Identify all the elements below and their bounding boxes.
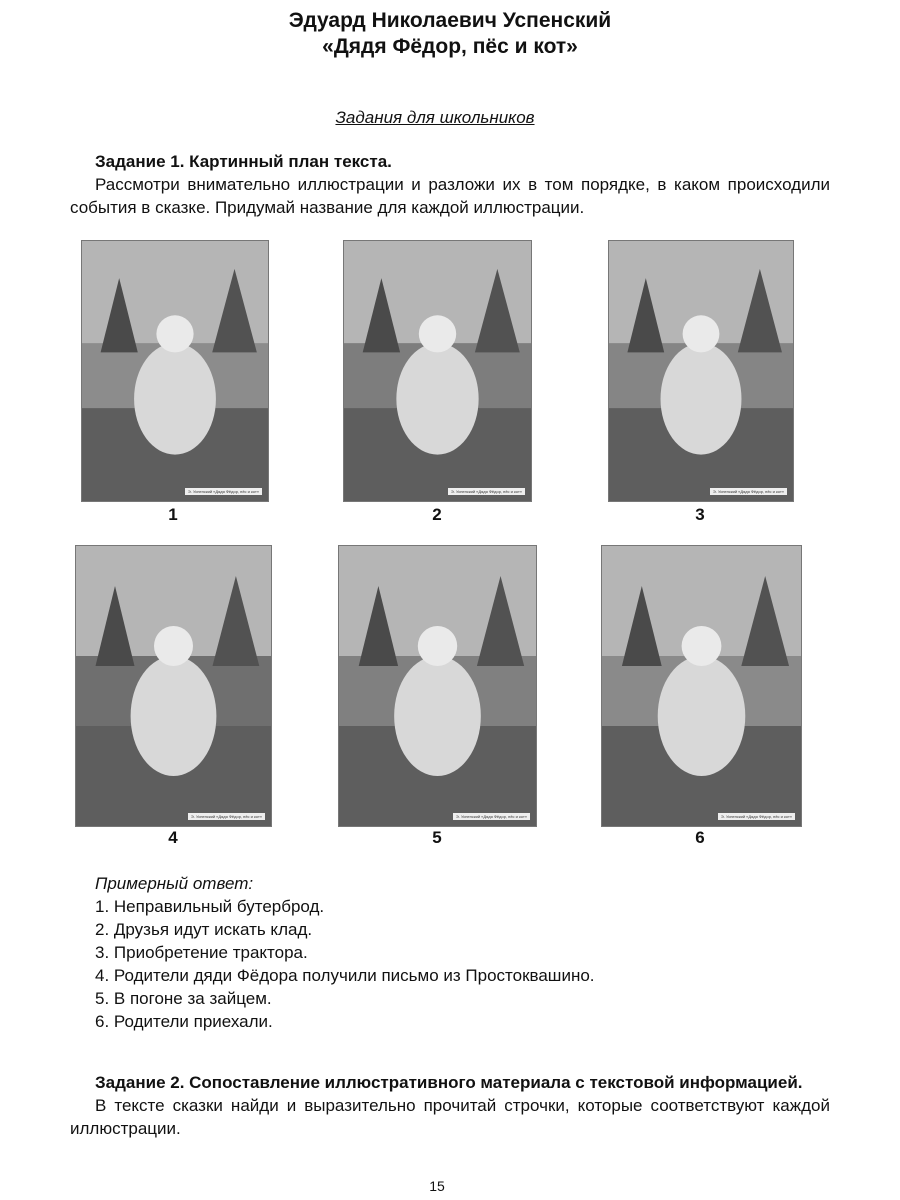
illustration-number: 2 (432, 505, 442, 524)
illustration-5 (338, 545, 537, 827)
illustration-number: 5 (432, 828, 442, 847)
illustration-number: 3 (695, 505, 705, 524)
task2-heading: Задание 2. Сопоставление иллюстративного материала с текстовой информацией. (95, 1073, 803, 1092)
answer-item: 3. Приобретение трактора. (95, 943, 308, 962)
illustration-caption: Э. Успенский «Дядя Фёдор, пёс и кот» (718, 813, 795, 820)
answer-label: Примерный ответ: (95, 874, 254, 893)
illustration-number: 6 (695, 828, 705, 847)
illustration-caption: Э. Успенский «Дядя Фёдор, пёс и кот» (453, 813, 530, 820)
task1-text: Рассмотри внимательно иллюстрации и разложи их в том порядке, в каком происходили события в сказке. Придумай название для каждой иллюстрации. (70, 175, 830, 217)
answer-item: 1. Неправильный бутерброд. (95, 897, 325, 916)
answer-block (95, 872, 595, 1033)
illustration-6 (601, 545, 802, 827)
illustration-4 (75, 545, 272, 827)
task2-text: В тексте сказки найди и выразительно прочитай строчки, которые соответствуют каждой иллюстрации. (70, 1096, 830, 1138)
illustration-caption: Э. Успенский «Дядя Фёдор, пёс и кот» (188, 813, 265, 820)
book-title: «Дядя Фёдор, пёс и кот» (322, 35, 578, 58)
page-title (0, 8, 900, 60)
illustration-caption: Э. Успенский «Дядя Фёдор, пёс и кот» (448, 488, 525, 495)
illustration-caption: Э. Успенский «Дядя Фёдор, пёс и кот» (710, 488, 787, 495)
illustration-3 (608, 240, 794, 502)
task1 (70, 150, 830, 219)
section-subtitle: Задания для школьников (335, 108, 535, 127)
illustration-1 (81, 240, 269, 502)
answer-item: 2. Друзья идут искать клад. (95, 920, 313, 939)
answer-item: 5. В погоне за зайцем. (95, 989, 272, 1008)
author-name: Эдуард Николаевич Успенский (288, 9, 612, 32)
task1-heading: Задание 1. Картинный план текста. (95, 152, 392, 171)
illustration-caption: Э. Успенский «Дядя Фёдор, пёс и кот» (185, 488, 262, 495)
illustration-number: 4 (168, 828, 178, 847)
answer-item: 6. Родители приехали. (95, 1012, 273, 1031)
illustration-number: 1 (168, 505, 178, 524)
answer-item: 4. Родители дяди Фёдора получили письмо из Простоквашино. (95, 966, 595, 985)
page-number: 15 (429, 1178, 445, 1194)
task2 (70, 1071, 830, 1140)
illustration-2 (343, 240, 532, 502)
